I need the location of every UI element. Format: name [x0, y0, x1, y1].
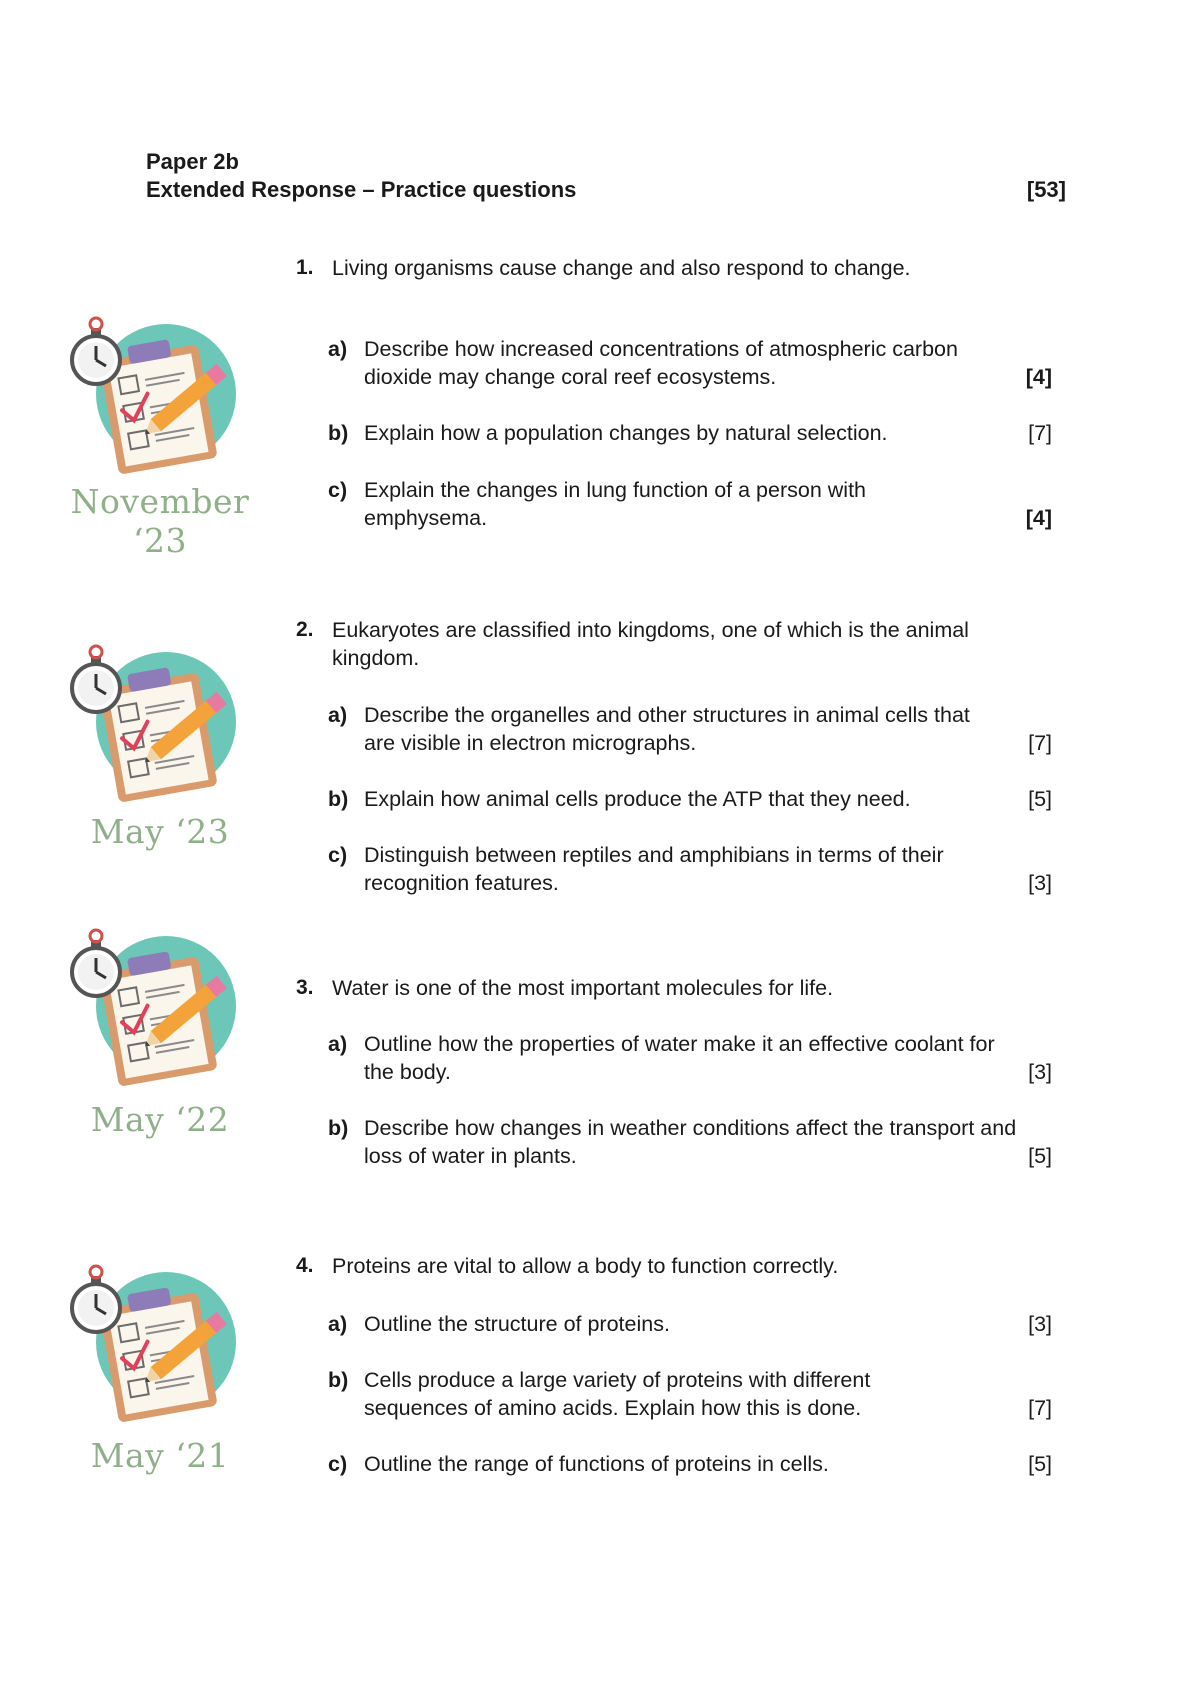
question-number: 3. [296, 976, 314, 999]
question-part [328, 785, 1052, 813]
part-letter: a) [328, 703, 348, 727]
question-part [328, 1366, 1052, 1422]
question-part [328, 701, 1052, 757]
question-part [328, 335, 1052, 391]
clipboard-stopwatch-icon [66, 640, 246, 810]
part-letter: b) [328, 787, 349, 811]
paper-label: Paper 2b [146, 149, 239, 174]
clipboard-stopwatch-icon [66, 924, 246, 1094]
question-part [328, 1450, 1052, 1478]
part-text: Outline the range of functions of proteins in cells. [364, 1452, 829, 1476]
question-number: 4. [296, 1254, 314, 1277]
part-marks: [3] [1028, 1312, 1052, 1336]
part-letter: c) [328, 478, 348, 502]
clipboard-stopwatch-icon [66, 1260, 246, 1430]
question-stem: Eukaryotes are classified into kingdoms, one of which is the animal kingdom. [332, 618, 969, 670]
part-marks: [4] [1025, 506, 1052, 530]
question-part [328, 1114, 1052, 1170]
part-marks: [5] [1028, 787, 1052, 811]
question-part [328, 1310, 1052, 1338]
header [146, 148, 1066, 204]
total-marks: [53] [1026, 177, 1066, 202]
part-letter: c) [328, 1452, 348, 1476]
question-number: 1. [296, 256, 314, 279]
exam-session-label: May ‘23 [90, 812, 230, 851]
question-part [328, 841, 1052, 897]
part-text: Explain how animal cells produce the ATP that they need. [364, 787, 911, 811]
exam-session-label: May ‘21 [90, 1436, 230, 1475]
part-letter: a) [328, 337, 348, 361]
exam-session-label: May ‘22 [90, 1100, 230, 1139]
page-title: Extended Response – Practice questions [146, 177, 577, 202]
exam-session-label: November ‘23 [70, 482, 250, 560]
question-stem: Proteins are vital to allow a body to function correctly. [332, 1254, 839, 1278]
part-marks: [7] [1028, 731, 1052, 755]
part-text: Cells produce a large variety of proteins with different sequences of amino acids. Explain how this is done. [364, 1368, 871, 1420]
part-letter: b) [328, 1116, 349, 1140]
question-number: 2. [296, 618, 314, 641]
question-stem: Water is one of the most important molecules for life. [332, 976, 834, 1000]
question-part [328, 419, 1052, 447]
part-letter: a) [328, 1312, 348, 1336]
part-letter: b) [328, 421, 349, 445]
part-letter: a) [328, 1032, 348, 1056]
part-text: Distinguish between reptiles and amphibians in terms of their recognition features. [364, 843, 944, 895]
part-marks: [7] [1028, 1396, 1052, 1420]
part-text: Outline how the properties of water make it an effective coolant for the body. [364, 1032, 995, 1084]
part-text: Explain how a population changes by natural selection. [364, 421, 888, 445]
question-part [328, 476, 1052, 532]
part-marks: [3] [1028, 1060, 1052, 1084]
part-text: Describe how increased concentrations of atmospheric carbon dioxide may change coral reef ecosystems. [364, 337, 958, 389]
part-letter: c) [328, 843, 348, 867]
question-stem: Living organisms cause change and also respond to change. [332, 256, 911, 280]
part-text: Outline the structure of proteins. [364, 1312, 670, 1336]
part-marks: [5] [1028, 1144, 1052, 1168]
question-part [328, 1030, 1052, 1086]
clipboard-stopwatch-icon [66, 312, 246, 482]
part-text: Describe how changes in weather conditions affect the transport and loss of water in plants. [364, 1116, 1017, 1168]
part-marks: [5] [1028, 1452, 1052, 1476]
part-marks: [4] [1025, 365, 1052, 389]
part-letter: b) [328, 1368, 349, 1392]
part-marks: [7] [1028, 421, 1052, 445]
part-marks: [3] [1028, 871, 1052, 895]
part-text: Explain the changes in lung function of a person with emphysema. [364, 478, 866, 530]
part-text: Describe the organelles and other structures in animal cells that are visible in electron micrographs. [364, 703, 970, 755]
